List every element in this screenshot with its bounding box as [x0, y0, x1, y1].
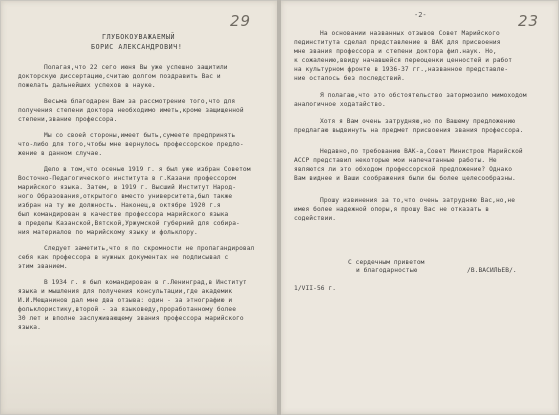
body-text-line: получения степени доктора необходимо иметь,кроме защищенной — [18, 107, 244, 114]
closing-line: С сердечным приветом — [348, 259, 425, 266]
body-text-line: Восточно-Педагогического института в г.Казани профессором — [18, 175, 237, 182]
body-text-line: жение в данном случае. — [18, 150, 103, 157]
body-text-line: ного Образования,открытого вместо университета,был также — [18, 193, 233, 200]
body-text-line: предлагаю выдвинуть на предмет присвоения звания профессора. — [294, 127, 524, 134]
body-text-line: Хотя я Вам очень затрудняю,но по Вашему предложению — [320, 118, 516, 125]
body-text-line: И.И.Мещанинов дал мне два отзыва: один - за этнографию и — [18, 297, 233, 304]
letter-page-left — [1, 1, 277, 414]
body-text-line: марийского языка. Затем, в 1919 г. Высший Институт Народ- — [18, 184, 237, 191]
body-text-line: Мы со своей стороны,имеет быть,сумеете предпринять — [44, 132, 236, 139]
body-text-line: был командирован в качестве профессора марийского языка — [18, 211, 229, 218]
body-text-line: на культурном фронте в 1936-37 гг.,названное представле- — [294, 66, 509, 73]
body-text-line: пожелать дальнейших успехов в науке. — [18, 82, 156, 89]
salutation-line: БОРИС АЛЕКСАНДРОВИЧ! — [91, 43, 183, 51]
letter-date: 1/VII-56 г. — [294, 285, 337, 292]
signature: /В.ВАСИЛЬЕВ/. — [467, 267, 517, 274]
body-text-line: что-либо для того,чтобы мне вернулось профессорское предло- — [18, 141, 244, 148]
body-text-line: Полагая,что 22 сего июня Вы уже успешно защитили — [44, 64, 228, 71]
salutation-line: ГЛУБОКОУВАЖАЕМЫЙ — [102, 33, 176, 41]
body-text-line: докторскую диссертацию,считаю долгом поздравить Вас и — [18, 73, 221, 80]
body-text-line: фольклористику,второй - за языковеду,проработанному более — [18, 306, 237, 313]
body-text-line: Я полагаю,что это обстоятельство затормозило мимоходом — [320, 92, 527, 99]
body-text-line: себя как профессора в нужных документах не подписывал с — [18, 254, 229, 261]
body-text-line: пединститута сделал представление в ВАК для присвоения — [294, 39, 501, 46]
body-text-line: избран на ту же должность. Наконец,в октябре 1920 г.я — [18, 202, 221, 209]
body-text-line: мне звания профессора и степени доктора фил.наук. Но, — [294, 48, 497, 55]
letter-page-right — [281, 1, 558, 414]
body-text-line: степени,звание профессора. — [18, 116, 118, 123]
body-text-line: языка. — [18, 324, 41, 331]
page-number-mark: -2- — [414, 11, 427, 19]
body-text-line: Недавно,по требованию ВАК-а,Совет Министров Марийской — [320, 148, 523, 155]
body-text-line: Дело в том,что осенью 1919 г. я был уже избран Советом — [44, 166, 251, 173]
body-text-line: в пределы Казанской,Вятской,Уржумской губерний для собира- — [18, 220, 240, 227]
folio-number: 29 — [230, 12, 252, 30]
body-text-line: являются ли это обходом профессорской предложение? Однако — [294, 166, 513, 173]
body-text-line: На основании названных отзывов Совет Марийского — [320, 30, 500, 37]
body-text-line: 30 лет и вполне заслуживающему звания профессора марийского — [18, 315, 244, 322]
body-text-line: Прошу извинения за то,что очень затрудняю Вас,но,не — [320, 197, 516, 204]
folio-number: 23 — [518, 12, 540, 30]
body-text-line: ния материалов по марийскому языку и фольклору. — [18, 229, 198, 236]
body-text-line: Вам виднее и Ваши соображения были бы более целесообразны. — [294, 175, 516, 182]
paper-stain — [1, 341, 277, 414]
body-text-line: содействии. — [294, 215, 337, 222]
body-text-line: к сожалению,ввиду начавшейся переоценки ценностей и работ — [294, 57, 513, 64]
body-text-line: языка и мышления для получения консультации,где академик — [18, 288, 233, 295]
body-text-line: ние осталось без последствий. — [294, 75, 405, 82]
body-text-line: АССР представил некоторые мои напечатанные работы. Не — [294, 157, 497, 164]
body-text-line: Весьма благодарен Вам за рассмотрение того,что для — [44, 98, 236, 105]
body-text-line: аналогичное ходатайство. — [294, 101, 386, 108]
body-text-line: этим званием. — [18, 263, 68, 270]
body-text-line: имея более надежной опоры,я прошу Вас не отказать в — [294, 206, 490, 213]
closing-line: и благодарностью — [356, 267, 418, 274]
body-text-line: В 1934 г. я был командирован в г.Ленинград,в Институт — [44, 279, 247, 286]
body-text-line: Следует заметить,что я по скромности не пропагандировал — [44, 245, 255, 252]
